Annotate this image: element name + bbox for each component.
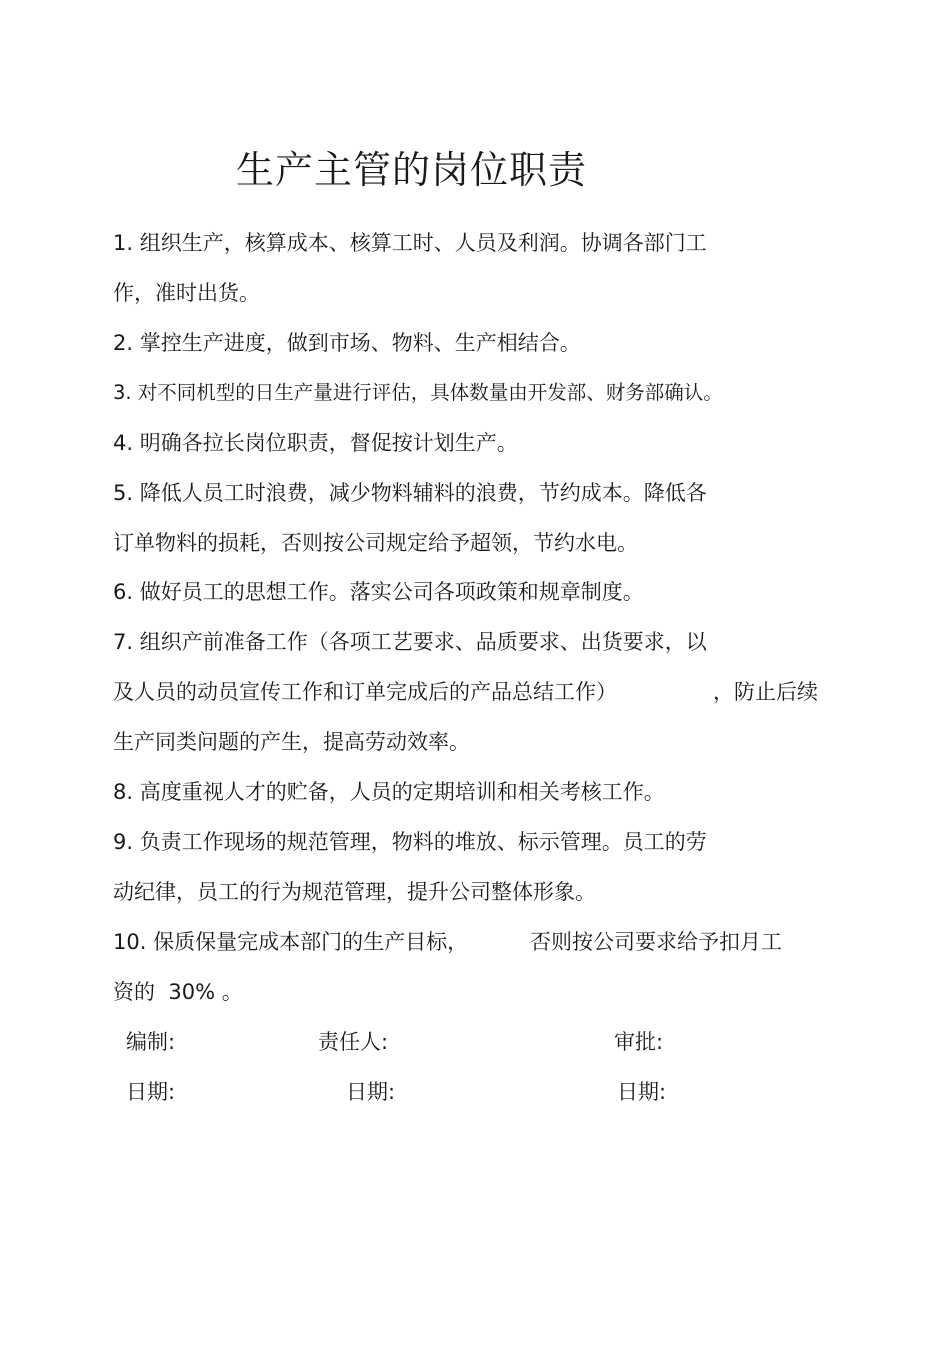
duty-7-line-2-tail: ，防止后续 <box>713 680 818 704</box>
duty-7-line-1: 7. 组织产前准备工作（各项工艺要求、品质要求、出货要求，以 <box>113 630 707 654</box>
approved-date-label: 日期: <box>617 1080 667 1104</box>
duty-10-line-1: 10. 保质保量完成本部门的生产目标， <box>113 930 469 954</box>
page-title: 生产主管的岗位职责 <box>236 148 588 192</box>
responsible-person-label: 责任人: <box>318 1030 389 1054</box>
duty-5-line-1: 5. 降低人员工时浪费，减少物料辅料的浪费，节约成本。降低各 <box>113 481 707 505</box>
duty-2: 2. 掌控生产进度，做到市场、物料、生产相结合。 <box>113 331 581 355</box>
duty-10-line-2: 资的 30% 。 <box>113 980 243 1004</box>
responsible-date-label: 日期: <box>346 1080 396 1104</box>
duty-1-line-2: 作，准时出货。 <box>113 281 260 305</box>
approved-by-label: 审批: <box>614 1030 664 1054</box>
duty-1-line-1: 1. 组织生产，核算成本、核算工时、人员及利润。协调各部门工 <box>113 231 707 255</box>
duty-4: 4. 明确各拉长岗位职责，督促按计划生产。 <box>113 431 518 455</box>
duty-10-line-1-tail: 否则按公司要求给予扣月工 <box>530 930 782 954</box>
duty-9-line-1: 9. 负责工作现场的规范管理，物料的堆放、标示管理。员工的劳 <box>113 830 707 854</box>
duty-6: 6. 做好员工的思想工作。落实公司各项政策和规章制度。 <box>113 580 644 604</box>
duty-8: 8. 高度重视人才的贮备，人员的定期培训和相关考核工作。 <box>113 780 665 804</box>
duty-3: 3. 对不同机型的日生产量进行评估，具体数量由开发部、财务部确认。 <box>113 381 723 404</box>
compiled-date-label: 日期: <box>126 1080 176 1104</box>
duty-7-line-2: 及人员的动员宣传工作和订单完成后的产品总结工作） <box>113 680 617 704</box>
duty-5-line-2: 订单物料的损耗，否则按公司规定给予超领，节约水电。 <box>113 531 638 555</box>
duty-7-line-3: 生产同类问题的产生，提高劳动效率。 <box>113 730 470 754</box>
duty-9-line-2: 动纪律，员工的行为规范管理，提升公司整体形象。 <box>113 880 596 904</box>
compiled-by-label: 编制: <box>126 1030 176 1054</box>
